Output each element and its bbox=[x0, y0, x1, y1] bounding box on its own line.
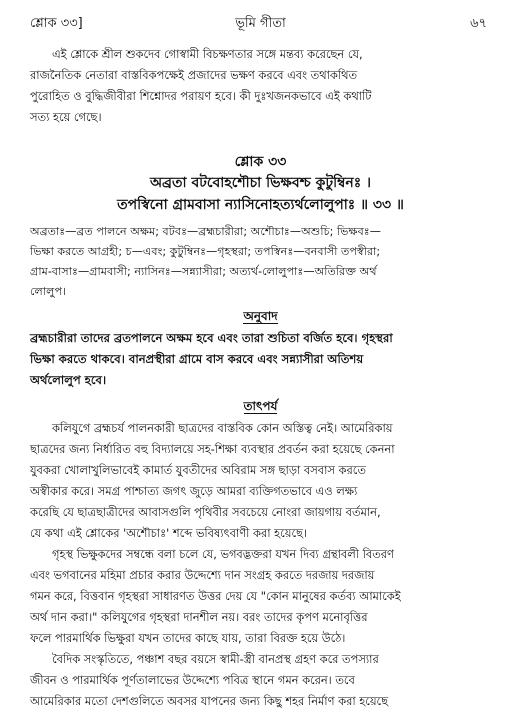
intro-line: সত্য হয়ে গেছে। bbox=[30, 110, 102, 124]
purport-heading-text: তাৎপর্য bbox=[243, 399, 278, 413]
translation-paragraph bbox=[30, 328, 498, 391]
synonyms-line: গ্রাম-বাসাঃ—গ্রামবাসী; ন্যাসিনঃ—সন্ন্যাসীরা; অত্যর্থ-লোলুপাঃ—অতিরিক্ত অর্থ bbox=[30, 265, 377, 278]
intro-paragraph bbox=[30, 44, 498, 128]
synonyms-line: অব্রতাঃ—ব্রত পালনে অক্ষম; বটবঃ—ব্রহ্মচারীরা; অশৌচাঃ—অশুচি; ভিক্ষবঃ— bbox=[30, 225, 381, 238]
verse-title: শ্লোক ৩৩ bbox=[234, 154, 287, 170]
purport-line: যুবকরা খোলাখুলিভাবেই কামার্ত যুবতীদের অবিরাম সঙ্গ ছাড়া বসবাস করতে bbox=[30, 463, 366, 477]
purport-line: করেছি যে ছাত্রছাত্রীদের আবাসগুলি পৃথিবীর সবচেয়ে নোংরা জায়গায় বর্তমান, bbox=[30, 505, 381, 519]
purport-line: যে কথা এই শ্লোকের 'অশৌচাঃ' শব্দে ভবিষ্যৎবাণী করা হয়েছে। bbox=[30, 526, 308, 540]
page-number: ৬৭ bbox=[470, 16, 487, 31]
verse-line: অব্রতা বটবোহশৌচা ভিক্ষবশ্চ কুটুম্বিনঃ । bbox=[149, 175, 372, 191]
intro-line: এই শ্লোকে শ্রীল শুকদেব গোস্বামী বিচক্ষণতার সঙ্গে মন্তব্য করেছেন যে, bbox=[52, 47, 363, 61]
translation-heading-text: অনুবাদ bbox=[243, 309, 278, 323]
verse-line: তপস্বিনো গ্রামবাসা ন্যাসিনোহত্যর্থলোলুপাঃ ॥ ৩৩ ॥ bbox=[117, 197, 404, 213]
translation-line: ব্রহ্মচারীরা তাদের ব্রতপালনে অক্ষম হবে এবং তারা শুচিতা বর্জিত হবে। গৃহস্থরা bbox=[30, 331, 393, 345]
purport-line: আমেরিকার মতো দেশগুলিতে অবসর যাপনের জন্য কিছু শহর নির্মাণ করা হয়েছে bbox=[30, 694, 389, 708]
purport-line: গৃহস্থ ভিক্ষুকদের সম্বন্ধে বলা চলে যে, ভগবদ্ভক্তরা যখন দিব্য গ্রন্থাবলী বিতরণ bbox=[52, 547, 394, 561]
purport-line: অস্বীকার করে। সমগ্র পাশ্চাত্য জগৎ জুড়ে আমরা ব্যক্তিগতভাবে এও লক্ষ্য bbox=[30, 484, 358, 498]
intro-line: পুরোহিত ও বুদ্ধিজীবীরা শিশ্নোদর পরায়ণ হবে। কী দুঃখজনকভাবে এই কথাটি bbox=[30, 89, 372, 103]
translation-line: ভিক্ষা করতে থাকবে। বানপ্রস্থীরা গ্রামে বাস করবে এবং সন্ন্যাসীরা অতিশয় bbox=[30, 352, 364, 366]
purport-line: গমন করে, বিত্তবান গৃহস্থরা সাধারণত উত্তর দেয় যে "কোন মানুষের কর্তব্য আমাকেই bbox=[30, 589, 401, 603]
purport-line: ছাত্রদের জন্য নির্ধারিত বহু বিদ্যালয়ে সহ-শিক্ষা ব্যবস্থার প্রবর্তন করা হয়েছে কেননা bbox=[30, 442, 395, 456]
purport-paragraphs bbox=[30, 418, 498, 712]
purport-heading bbox=[0, 398, 521, 418]
intro-line: রাজনৈতিক নেতারা বাস্তবিকপক্ষেই প্রজাদের ভক্ষণ করবে এবং তথাকথিত bbox=[30, 68, 358, 82]
synonyms-line: লোলুপ। bbox=[30, 285, 67, 298]
synonyms-paragraph bbox=[30, 222, 498, 302]
synonyms-line: ভিক্ষা করতে আগ্রহী; চ—এবং; কুটুম্বিনঃ—গৃহস্থরা; তপস্বিনঃ—বনবাসী তপস্বীরা; bbox=[30, 245, 381, 258]
purport-line: ফলে পারমার্থিক ভিক্ষুরা যখন তাদের কাছে যায়, তারা বিরক্ত হয়ে উঠে। bbox=[30, 631, 346, 645]
purport-line: কলিযুগে ব্রহ্মচর্য পালনকারী ছাত্রদের বাস্তবিক কোন অস্তিত্ব নেই। আমেরিকায় bbox=[52, 421, 393, 435]
purport-line: এবং ভগবানের মহিমা প্রচার করার উদ্দেশ্যে দান সংগ্রহ করতে দরজায় দরজায় bbox=[30, 568, 375, 582]
purport-line: বৈদিক সংস্কৃতিতে, পঞ্চাশ বছর বয়সে স্বামী-স্ত্রী বানপ্রস্থ গ্রহণ করে তপস্যার bbox=[52, 652, 379, 666]
purport-line: জীবন ও পারমার্থিক পূর্ণতালাভের উদ্দেশ্যে পবিত্র স্থানে গমন করেন। তবে bbox=[30, 673, 355, 687]
translation-heading bbox=[0, 308, 521, 328]
purport-line: অর্থ দান করা।" কলিযুগের গৃহস্থরা দানশীল নয়। বরং তাদের কৃপণ মনোবৃত্তির bbox=[30, 610, 368, 624]
translation-line: অর্থলোলুপ হবে। bbox=[30, 373, 107, 387]
verse-text bbox=[0, 172, 521, 216]
running-header-verse: শ্লোক ৩৩] bbox=[30, 16, 83, 31]
running-header-title: ভূমি গীতা bbox=[235, 16, 286, 31]
